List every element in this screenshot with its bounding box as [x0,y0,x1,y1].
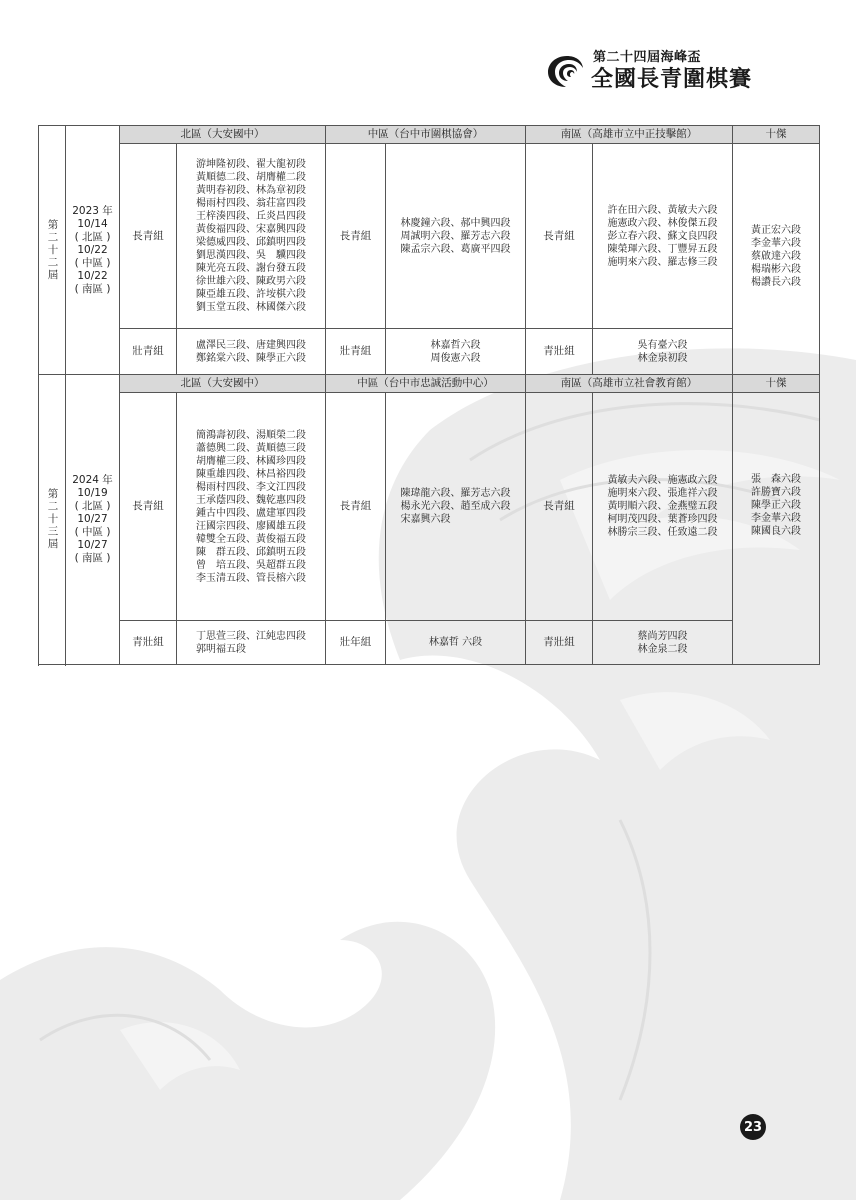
south-sub-group-players [593,621,733,665]
central-sub-group-players [386,621,526,665]
player-entry: 游坤隆初段、翟大龍初段 [196,159,306,170]
player-entry: 楊雨村四段、李文江四段 [196,481,306,493]
player-entry: 劉玉堂五段、林國傑六段 [196,302,306,313]
page-number-badge: 23 [740,1114,766,1140]
player-entry: 林慶鐘六段、郝中興四段 [400,217,511,229]
player-entry: 林嘉哲 六段 [428,637,483,648]
sub-group-row [39,329,820,375]
central-region-header: 中區（台中市圍棋協會） [326,126,526,144]
player-list [196,429,306,585]
session-name-text: 第二十二屆 [46,218,59,282]
player-entry: 林勝宗三段、任致遠二段 [607,527,718,538]
north-main-group-label: 長青組 [120,393,177,621]
top-ten-entry: 楊讚長六段 [751,277,801,288]
player-entry: 黃俊福四段、宋嘉興四段 [196,224,306,235]
central-main-group-label: 長青組 [326,144,386,329]
player-list [608,204,718,269]
event-subtitle: 第二十四屆海峰盃 [593,50,702,65]
player-entry: 陳光亮五段、謝台發五段 [196,263,306,274]
player-list [608,474,718,539]
top-ten-players [733,144,820,375]
player-entry: 韓雙全五段、黃俊福五段 [196,533,306,545]
player-entry: 蕭德興二段、黃順德三段 [196,442,306,454]
player-entry: 楊雨村四段、翁荘富四段 [196,198,306,209]
player-entry: 陳 群五段、邱鎮明五段 [196,546,306,558]
session-name-text: 第二十三屆 [46,488,59,551]
central-sub-group-label: 壯年組 [326,621,386,665]
south-sub-group-players [593,329,733,375]
player-entry: 汪國宗四段、廖國雄五段 [196,520,306,532]
north-sub-group-label: 壯青組 [120,329,177,375]
player-entry: 柯明茂四段、葉蒼珍四段 [607,514,718,525]
top-ten-entry: 許勝寶六段 [751,487,801,498]
event-logo [545,46,785,96]
player-entry: 黃敏夫六段、施憲政六段 [607,475,718,486]
player-entry: 鍾古中四段、盧建軍四段 [196,507,306,519]
top-ten-entry: 李金華六段 [751,513,801,524]
player-entry: 林金泉初段 [637,352,688,364]
player-entry: 陳榮琿六段、丁豐昇五段 [607,243,718,255]
player-entry: 郭明福五段 [196,643,246,655]
player-entry: 徐世雄六段、陳政男六段 [196,276,306,287]
player-entry: 胡膺權三段、林國珍四段 [196,455,306,467]
player-entry: 王承蔭四段、魏乾惠四段 [196,494,306,506]
central-main-group-players [386,144,526,329]
player-list [401,217,511,256]
player-entry: 彭立春六段、蘇文良四段 [607,230,718,242]
player-list [431,339,481,365]
top-ten-entry: 黃正宏六段 [751,225,801,236]
top-ten-players [733,393,820,665]
player-entry: 王梓湊四段、丘炎昌四段 [196,211,306,222]
player-list [401,487,511,526]
session-dates: 2023 年 10/14 ( 北區 ) 10/22 ( 中區 ) 10/22 ( 南區 ) [66,126,120,375]
north-main-group-players [177,144,326,329]
player-list [196,630,306,656]
top-ten-entry: 張 森六段 [751,474,801,485]
session-header-row [39,375,820,393]
player-entry: 許在田六段、黃敏夫六段 [607,204,718,216]
top-ten-entry: 蔡啟達六段 [751,251,801,262]
south-main-group-players [593,393,733,621]
south-main-group-players [593,144,733,329]
player-list [196,158,306,314]
player-entry: 簡鴻壽初段、湯順榮二段 [196,429,306,441]
south-main-group-label: 長青組 [526,144,593,329]
player-entry: 林金泉二段 [637,643,688,655]
player-list [429,636,482,649]
central-region-header: 中區（台中市忠誠活動中心） [326,375,526,393]
player-entry: 黃明順六段、金燕璧五段 [607,501,718,512]
player-entry: 梁德威四段、邱鎮明四段 [196,237,306,248]
player-entry: 周誠明六段、羅芳志六段 [400,230,511,242]
central-main-group-players [386,393,526,621]
north-main-group-players [177,393,326,621]
player-entry: 盧澤民三段、唐建興四段 [196,339,306,351]
central-sub-group-players [386,329,526,375]
player-entry: 陳亞雄五段、許垵棋六段 [196,289,306,300]
player-entry: 曾 培五段、吳超群五段 [196,559,306,571]
results-table [38,125,820,665]
top-ten-list [751,224,801,289]
player-entry: 丁思萱三段、江純忠四段 [196,630,306,642]
player-entry: 施明來六段、羅志修三段 [607,256,718,268]
session-name [39,126,66,375]
top-ten-list [751,473,801,538]
south-region-header: 南區（高雄市立社會教育館） [526,375,733,393]
north-region-header: 北區（大安國中） [120,375,326,393]
player-entry: 施明來六段、張進祥六段 [607,488,718,499]
north-region-header: 北區（大安國中） [120,126,326,144]
top-ten-entry: 陳國良六段 [751,526,801,537]
top-ten-entry: 陳學正六段 [751,500,801,511]
top-ten-entry: 李金華六段 [751,238,801,249]
north-sub-group-label: 青壯組 [120,621,177,665]
session-dates: 2024 年 10/19 ( 北區 ) 10/27 ( 中區 ) 10/27 ( 南區 ) [66,375,120,665]
main-group-row [39,144,820,329]
south-region-header: 南區（高雄市立中正技擊館） [526,126,733,144]
player-entry: 李玉清五段、管長榕六段 [196,572,306,584]
south-sub-group-label: 青壯組 [526,329,593,375]
player-entry: 黃明春初段、林為章初段 [196,185,306,196]
player-list [638,630,688,656]
player-entry: 鄭銘棠六段、陳學正六段 [196,352,306,364]
player-entry: 周俊憲六段 [430,352,481,364]
player-entry: 陳重雄四段、林昌裕四段 [196,468,306,480]
north-main-group-label: 長青組 [120,144,177,329]
player-entry: 吳有臺六段 [637,339,688,351]
player-entry: 宋嘉興六段 [400,514,451,525]
main-group-row [39,393,820,621]
player-list [196,339,306,365]
player-entry: 林嘉哲六段 [430,339,481,351]
top-ten-entry: 楊瑞彬六段 [751,264,801,275]
player-entry: 蔡尚芳四段 [637,630,688,642]
player-entry: 劉思漢四段、吳 驥四段 [196,250,306,261]
player-entry: 施憲政六段、林俊傑五段 [607,217,718,229]
top-ten-header: 十傑 [733,375,820,393]
player-entry: 陳孟宗六段、葛廣平四段 [400,243,511,255]
central-main-group-label: 長青組 [326,393,386,621]
swirl-logo-icon [545,50,591,90]
event-title: 全國長青圍棋賽 [591,67,753,92]
player-list [638,339,688,365]
north-sub-group-players [177,621,326,665]
session-header-row [39,126,820,144]
top-ten-header: 十傑 [733,126,820,144]
north-sub-group-players [177,329,326,375]
central-sub-group-label: 壯青組 [326,329,386,375]
south-main-group-label: 長青組 [526,393,593,621]
player-entry: 黃順德二段、胡膺權二段 [196,172,306,183]
session-name [39,375,66,665]
player-entry: 陳瑋龍六段、羅芳志六段 [400,488,511,499]
south-sub-group-label: 青壯組 [526,621,593,665]
sub-group-row [39,621,820,665]
player-entry: 楊永光六段、趙至成六段 [400,501,511,512]
